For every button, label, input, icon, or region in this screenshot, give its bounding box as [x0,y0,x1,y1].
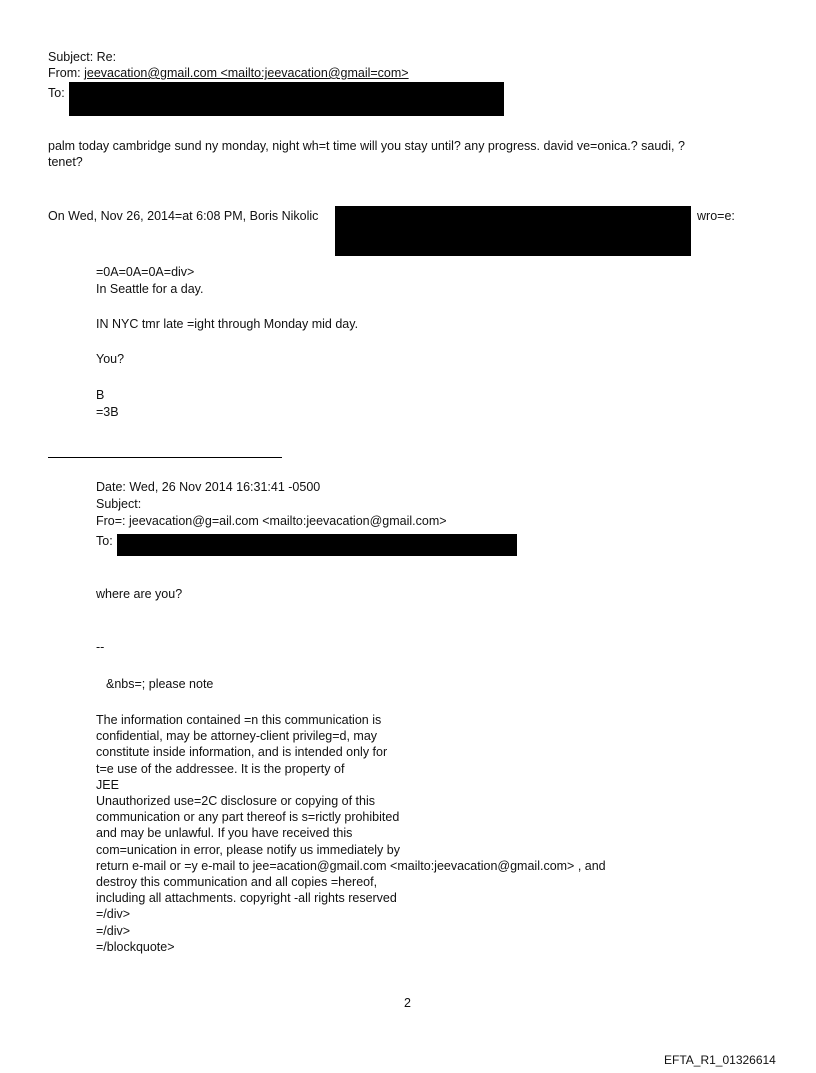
disclaimer-line: JEE [96,777,119,792]
disclaimer-line: =/blockquote> [96,939,175,954]
separator-line [48,457,282,458]
div-code: =0A=0A=0A=div> [96,265,195,279]
document-id: EFTA_R1_01326614 [664,1053,776,1067]
forwarded-date: Date: Wed, 26 Nov 2014 16:31:41 -0500 [96,480,321,494]
disclaimer-line: com=unication in error, please notify us immediately by [96,842,400,857]
reply-signature: B [96,388,105,402]
quote-intro-start: On Wed, Nov 26, 2014=at 6:08 PM, Boris Nikolic [48,209,319,223]
quote-intro-end: wro=e: [697,209,735,223]
page-number: 2 [404,996,411,1010]
disclaimer-line: =/div> [96,923,131,938]
forwarded-subject: Subject: [96,497,142,511]
forwarded-from: Fro=: jeevacation@g=ail.com <mailto:jeevacation@gmail.com> [96,514,447,528]
forwarded-to-label: To: [96,534,113,548]
disclaimer-line: return e-mail or =y e-mail to jee=acation@gmail.com <mailto:jeevacation@gmail.com> , and [96,858,606,873]
body-line: tenet? [48,155,83,169]
email-subject: Subject: Re: [48,50,117,64]
email-to-label: To: [48,86,65,100]
disclaimer-line: including all attachments. copyright -all rights reserved [96,891,397,906]
please-note: &nbs=; please note [106,677,214,691]
reply-code: =3B [96,405,119,419]
disclaimer-line: constitute inside information, and is intended only for [96,745,388,760]
redaction-block [335,206,691,256]
reply-line: In Seattle for a day. [96,282,204,296]
from-label: From: [48,66,85,80]
body-line: palm today cambridge sund ny monday, night wh=t time will you stay until? any progress. david ve=onica.? saudi, ? [48,139,685,153]
signature-dashes: -- [96,640,105,654]
disclaimer-line: Unauthorized use=2C disclosure or copying of this [96,794,375,808]
disclaimer-line: and may be unlawful. If you have received this [96,826,353,841]
forwarded-question: where are you? [96,587,183,601]
disclaimer-line: communication or any part thereof is s=rictly prohibited [96,810,400,825]
disclaimer-line: =/div> [96,907,131,922]
reply-line: IN NYC tmr late =ight through Monday mid day. [96,317,359,331]
reply-line: You? [96,352,125,366]
redaction-block [69,82,504,116]
disclaimer-line: destroy this communication and all copies =hereof, [96,875,378,889]
disclaimer-line: t=e use of the addressee. It is the property of [96,761,345,776]
email-from [48,66,409,81]
disclaimer-line: confidential, may be attorney-client privileg=d, may [96,729,378,744]
redaction-block [117,534,517,556]
disclaimer-line: The information contained =n this communication is [96,713,382,727]
from-address-link[interactable]: jeevacation@gmail.com <mailto:jeevacation@gmail=com> [84,66,409,80]
